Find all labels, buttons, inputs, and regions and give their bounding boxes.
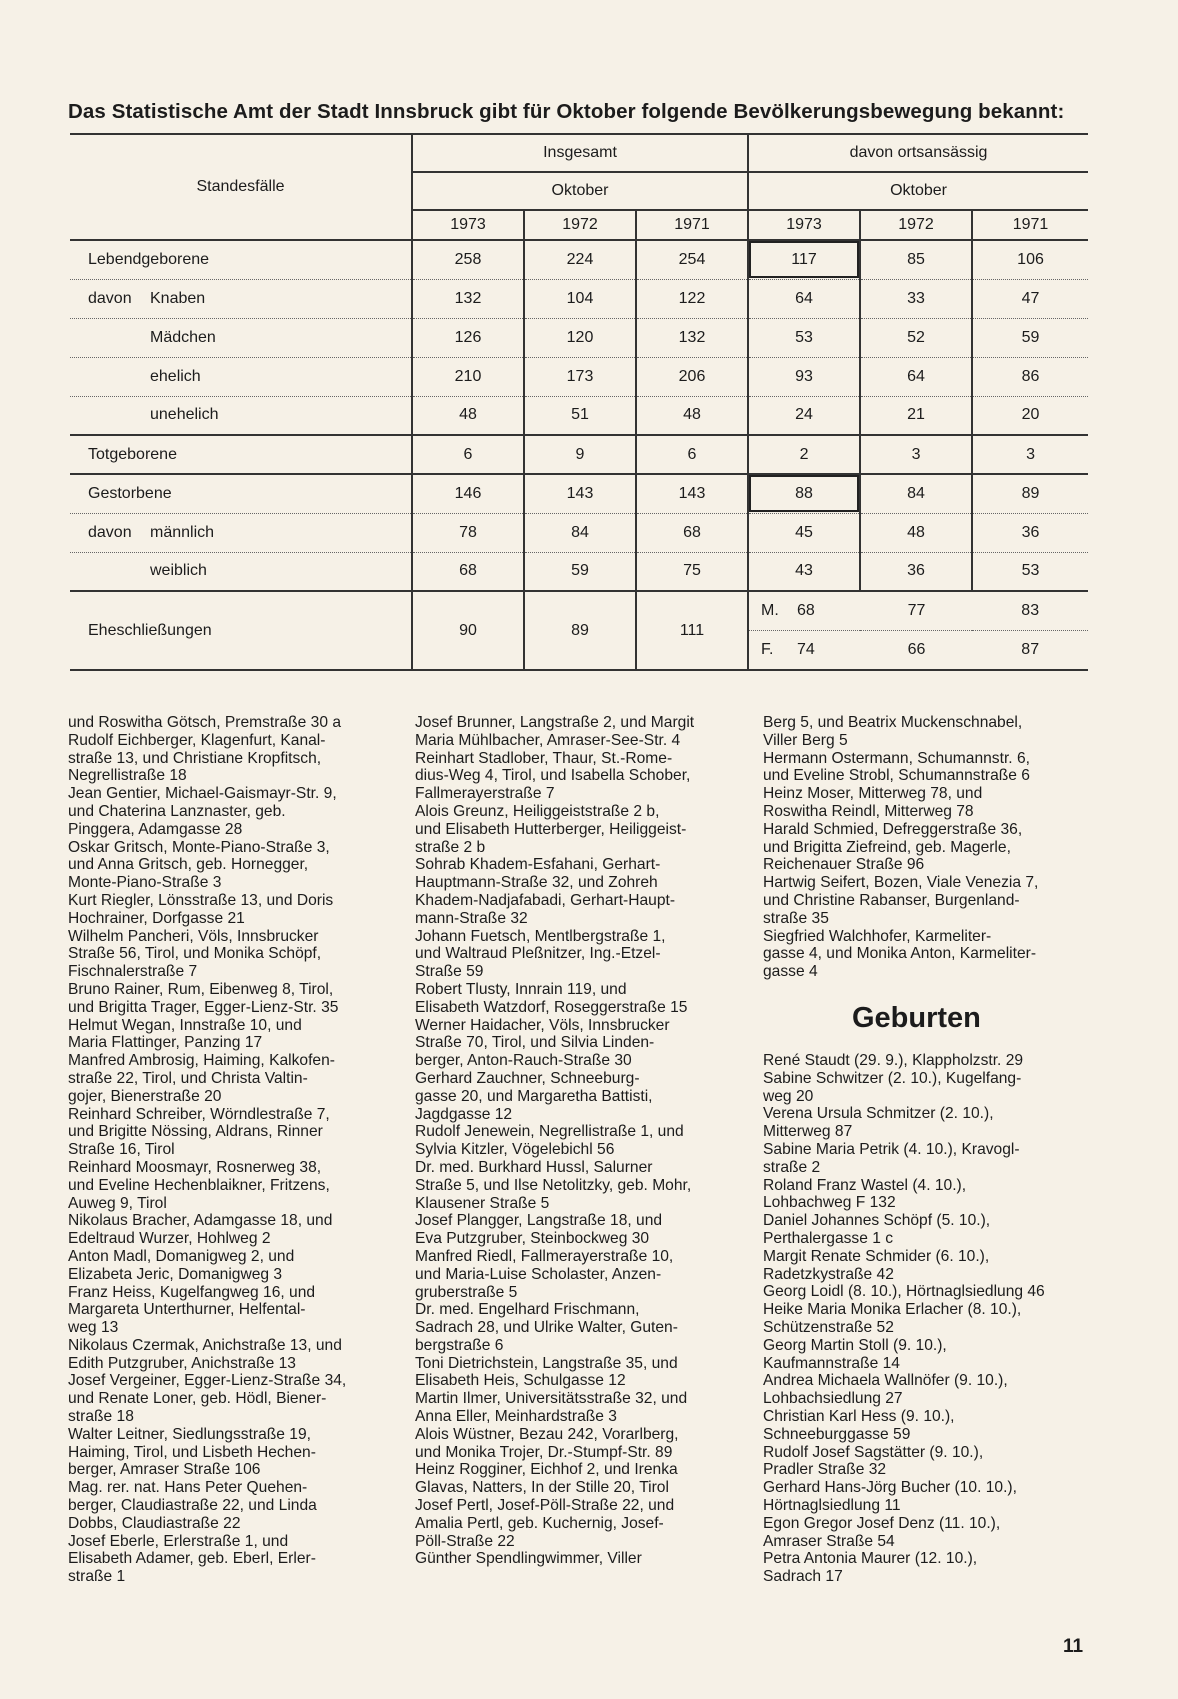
text-line: Georg Loidl (8. 10.), Hörtnaglsiedlung 46 <box>763 1283 1045 1301</box>
text-line: Josef Pertl, Josef-Pöll-Straße 22, und <box>415 1497 675 1515</box>
row-label: ehelich <box>70 357 412 396</box>
table-cell: 9 <box>524 435 636 474</box>
text-line: bergstraße 6 <box>415 1336 504 1354</box>
table-cell: 90 <box>412 591 524 670</box>
text-line: Klausener Straße 5 <box>415 1194 550 1212</box>
marriage-male-cell <box>749 592 861 630</box>
text-line: Walter Leitner, Siedlungsstraße 19, <box>68 1425 311 1443</box>
standesfaelle-header: Standesfälle <box>70 134 412 240</box>
table-cell: 53 <box>748 318 860 357</box>
year-header: 1973 <box>412 210 524 240</box>
text-line: Nikolaus Czermak, Anichstraße 13, und <box>68 1336 342 1354</box>
text-line: weg 20 <box>763 1087 814 1105</box>
table-cell: 173 <box>524 357 636 396</box>
text-line: berger, Claudiastraße 22, und Linda <box>68 1497 317 1515</box>
text-line: Elisabeth Heis, Schulgasse 12 <box>415 1372 626 1390</box>
table-cell: 132 <box>412 279 524 318</box>
table-row <box>70 357 1088 396</box>
text-line: Straße 59 <box>415 963 484 981</box>
table-cell: 59 <box>972 318 1088 357</box>
marriages-column-2 <box>415 714 694 1568</box>
table-row <box>70 240 1088 279</box>
table-cell-boxed: 88 <box>748 474 860 513</box>
text-line: und Eveline Strobl, Schumannstraße 6 <box>763 767 1030 785</box>
text-line: weg 13 <box>68 1319 119 1337</box>
text-line: Nikolaus Bracher, Adamgasse 18, und <box>68 1212 333 1230</box>
text-line: Straße 70, Tirol, und Silvia Linden- <box>415 1034 655 1052</box>
text-line: Egon Gregor Josef Denz (11. 10.), <box>763 1514 1001 1532</box>
text-line: Fallmerayerstraße 7 <box>415 785 555 803</box>
row-label <box>70 513 412 552</box>
row-label-prefix: davon <box>88 523 132 541</box>
text-line: Hermann Ostermann, Schumannstr. 6, <box>763 749 1030 767</box>
text-line: Straße 56, Tirol, und Monika Schöpf, <box>68 945 322 963</box>
text-line: Josef Plangger, Langstraße 18, und <box>415 1212 663 1230</box>
table-cell: 83 <box>1021 602 1040 619</box>
row-label: Mädchen <box>70 318 412 357</box>
text-line: Dobbs, Claudiastraße 22 <box>68 1514 241 1532</box>
text-line: Margareta Unterthurner, Helfental- <box>68 1301 306 1319</box>
table-cell: 53 <box>972 552 1088 591</box>
table-cell: 122 <box>636 279 748 318</box>
text-line: straße 35 <box>763 909 829 927</box>
table-cell: 89 <box>524 591 636 670</box>
text-line: Auweg 9, Tirol <box>68 1194 167 1212</box>
table-row <box>70 474 1088 513</box>
row-label-text: männlich <box>150 523 215 541</box>
table-cell: 143 <box>636 474 748 513</box>
text-line: Mitterweg 87 <box>763 1123 853 1141</box>
population-statistics-table <box>70 133 1088 671</box>
table-cell: 146 <box>412 474 524 513</box>
table-cell: 59 <box>524 552 636 591</box>
table-cell: 78 <box>412 513 524 552</box>
text-line: Anna Eller, Meinhardstraße 3 <box>415 1408 617 1426</box>
table-row <box>70 552 1088 591</box>
text-line: Franz Heiss, Kugelfangweg 16, und <box>68 1283 316 1301</box>
text-line: straße 13, und Christiane Kropfitsch, <box>68 749 322 767</box>
text-line: Reinhard Moosmayr, Rosnerweg 38, <box>68 1158 322 1176</box>
row-label: Gestorbene <box>70 474 412 513</box>
table-cell: 206 <box>636 357 748 396</box>
text-line: Hörtnaglsiedlung 11 <box>763 1496 901 1514</box>
text-line: Glavas, Natters, In der Stille 20, Tirol <box>415 1479 669 1497</box>
row-label-text: Knaben <box>150 289 206 307</box>
table-cell: 254 <box>636 240 748 279</box>
text-line: Josef Brunner, Langstraße 2, und Margit <box>415 714 695 731</box>
text-line: und Christine Rabanser, Burgenland- <box>763 891 1020 909</box>
text-line: und Renate Loner, geb. Hödl, Biener- <box>68 1390 327 1408</box>
table-cell: 36 <box>972 513 1088 552</box>
text-line: und Elisabeth Hutterberger, Heiliggeist- <box>415 820 687 838</box>
table-cell: 68 <box>412 552 524 591</box>
text-line: Andrea Michaela Wallnöfer (9. 10.), <box>763 1372 1008 1390</box>
text-line: Margit Renate Schmider (6. 10.), <box>763 1247 990 1265</box>
row-label-text: Lebendgeborene <box>88 250 210 268</box>
month-header-2: Oktober <box>748 172 1088 210</box>
insgesamt-header: Insgesamt <box>412 134 748 172</box>
text-line: Bruno Rainer, Rum, Eibenweg 8, Tirol, <box>68 980 334 998</box>
text-line: Gerhard Hans-Jörg Bucher (10. 10.), <box>763 1479 1017 1497</box>
text-line: Negrellistraße 18 <box>68 767 187 785</box>
table-row <box>70 396 1088 435</box>
text-line: Kurt Riegler, Lönsstraße 13, und Doris <box>68 891 334 909</box>
text-line: und Eveline Hechenblaikner, Fritzens, <box>68 1176 330 1194</box>
text-line: Verena Ursula Schmitzer (2. 10.), <box>763 1105 994 1123</box>
male-prefix: M. <box>761 602 779 619</box>
text-line: Straße 5, und Ilse Netolitzky, geb. Mohr, <box>415 1176 692 1194</box>
text-line: Straße 16, Tirol <box>68 1141 175 1159</box>
text-line: Wilhelm Pancheri, Völs, Innsbrucker <box>68 927 319 945</box>
text-line: und Brigitta Ziefreind, geb. Magerle, <box>763 838 1011 856</box>
table-cell: 51 <box>524 396 636 435</box>
text-line: und Brigitte Nössing, Aldrans, Rinner <box>68 1123 323 1141</box>
text-line: Eva Putzgruber, Steinbockweg 30 <box>415 1230 650 1248</box>
table-cell: 66 <box>907 641 926 658</box>
text-line: straße 2 <box>763 1158 821 1176</box>
text-line: Maria Mühlbacher, Amraser-See-Str. 4 <box>415 731 681 749</box>
text-line: Manfred Ambrosig, Haiming, Kalkofen- <box>68 1052 335 1070</box>
table-cell: 111 <box>636 591 748 670</box>
text-line: Amalia Pertl, geb. Kuchernig, Josef- <box>415 1514 664 1532</box>
text-line: Elizabeta Jeric, Domanigweg 3 <box>68 1265 283 1283</box>
table-cell: 45 <box>748 513 860 552</box>
text-line: dius-Weg 4, Tirol, und Isabella Schober, <box>415 767 691 785</box>
table-cell: 24 <box>748 396 860 435</box>
text-line: Günther Spendlingwimmer, Viller <box>415 1550 642 1568</box>
text-line: straße 22, Tirol, und Christa Valtin- <box>68 1069 308 1087</box>
text-line: Schneeburggasse 59 <box>763 1425 911 1443</box>
table-cell-boxed: 117 <box>748 240 860 279</box>
text-line: Heike Maria Monika Erlacher (8. 10.), <box>763 1301 1022 1319</box>
text-line: und Monika Trojer, Dr.-Stumpf-Str. 89 <box>415 1443 673 1461</box>
text-line: Schützenstraße 52 <box>763 1318 894 1336</box>
text-line: Anton Madl, Domanigweg 2, und <box>68 1247 295 1265</box>
text-line: Christian Karl Hess (9. 10.), <box>763 1407 955 1425</box>
text-line: Amraser Straße 54 <box>763 1532 895 1550</box>
text-line: gojer, Bienerstraße 20 <box>68 1087 222 1105</box>
text-line: Rudolf Josef Sagstätter (9. 10.), <box>763 1443 984 1461</box>
text-line: Jagdgasse 12 <box>415 1105 513 1123</box>
year-header: 1971 <box>636 210 748 240</box>
table-cell: 52 <box>860 318 972 357</box>
text-line: Perthalergasse 1 c <box>763 1229 894 1247</box>
text-line: Sadrach 17 <box>763 1568 843 1586</box>
table-cell: 33 <box>860 279 972 318</box>
table-cell: 85 <box>860 240 972 279</box>
text-line: Manfred Riedl, Fallmerayerstraße 10, <box>415 1247 674 1265</box>
text-line: Werner Haidacher, Völs, Innsbrucker <box>415 1016 670 1034</box>
table-cell: 68 <box>636 513 748 552</box>
text-line: gruberstraße 5 <box>415 1283 518 1301</box>
text-line: Alois Greunz, Heiliggeiststraße 2 b, <box>415 802 660 820</box>
table-cell: 36 <box>860 552 972 591</box>
text-line: Elisabeth Adamer, geb. Eberl, Erler- <box>68 1550 316 1568</box>
text-line: Rudolf Eichberger, Klagenfurt, Kanal- <box>68 731 326 749</box>
text-line: Lohbachweg F 132 <box>763 1194 896 1212</box>
text-line: und Roswitha Götsch, Premstraße 30 a <box>68 714 342 731</box>
text-line: Sabine Schwitzer (2. 10.), Kugelfang- <box>763 1069 1022 1087</box>
text-line: Heinz Moser, Mitterweg 78, und <box>763 785 983 803</box>
table-row <box>70 318 1088 357</box>
text-line: straße 1 <box>68 1568 126 1586</box>
text-line: Sohrab Khadem-Esfahani, Gerhart- <box>415 856 661 874</box>
text-line: Radetzkystraße 42 <box>763 1265 894 1283</box>
text-line: Hauptmann-Straße 32, und Zohreh <box>415 874 658 892</box>
text-line: Viller Berg 5 <box>763 731 848 749</box>
table-cell: 3 <box>860 435 972 474</box>
text-line: Roswitha Reindl, Mitterweg 78 <box>763 802 974 820</box>
text-line: Dr. med. Burkhard Hussl, Salurner <box>415 1158 653 1176</box>
table-row <box>70 513 1088 552</box>
text-line: Alois Wüstner, Bezau 242, Vorarlberg, <box>415 1425 679 1443</box>
row-label-prefix: davon <box>88 289 132 307</box>
table-cell: 84 <box>524 513 636 552</box>
text-line: straße 2 b <box>415 838 486 856</box>
table-cell: 87 <box>1021 641 1040 658</box>
table-row-marriages <box>70 591 1088 631</box>
table-cell: 86 <box>972 357 1088 396</box>
table-cell: 126 <box>412 318 524 357</box>
text-line: gasse 20, und Margaretha Battisti, <box>415 1087 653 1105</box>
text-line: und Anna Gritsch, geb. Hornegger, <box>68 856 309 874</box>
text-line: Martin Ilmer, Universitätsstraße 32, und <box>415 1390 688 1408</box>
text-line: Oskar Gritsch, Monte-Piano-Straße 3, <box>68 838 330 856</box>
text-line: Lohbachsiedlung 27 <box>763 1390 903 1408</box>
text-line: Haiming, Tirol, und Lisbeth Hechen- <box>68 1443 316 1461</box>
row-label <box>70 279 412 318</box>
table-cell: 64 <box>748 279 860 318</box>
text-line: Georg Martin Stoll (9. 10.), <box>763 1336 947 1354</box>
text-line: Fischnalerstraße 7 <box>68 963 198 981</box>
births-heading: Geburten <box>852 1002 981 1034</box>
table-cell: 3 <box>972 435 1088 474</box>
table-cell: 48 <box>412 396 524 435</box>
table-cell: 6 <box>636 435 748 474</box>
text-line: gasse 4 <box>763 963 818 981</box>
page-number: 11 <box>1063 1636 1084 1657</box>
table-cell: 47 <box>972 279 1088 318</box>
female-prefix: F. <box>761 641 774 658</box>
table-cell: 106 <box>972 240 1088 279</box>
page-headline: Das Statistische Amt der Stadt Innsbruck gibt für Oktober folgende Bevölkerungsbewegung bekannt: <box>68 100 1065 123</box>
text-line: Elisabeth Watzdorf, Roseggerstraße 15 <box>415 998 688 1016</box>
text-line: Khadem-Nadjafabadi, Gerhart-Haupt- <box>415 891 676 909</box>
row-label: Totgeborene <box>70 435 412 474</box>
year-header: 1973 <box>748 210 860 240</box>
text-line: Sabine Maria Petrik (4. 10.), Kravogl- <box>763 1140 1020 1158</box>
text-line: berger, Amraser Straße 106 <box>68 1461 261 1479</box>
table-cell: 43 <box>748 552 860 591</box>
table-cell: 48 <box>860 513 972 552</box>
text-line: Siegfried Walchhofer, Karmeliter- <box>763 927 992 945</box>
text-line: Berg 5, und Beatrix Muckenschnabel, <box>763 714 1023 731</box>
marriages-column-3 <box>763 714 1038 981</box>
text-line: René Staudt (29. 9.), Klappholzstr. 29 <box>763 1052 1024 1069</box>
text-line: Kaufmannstraße 14 <box>763 1354 900 1372</box>
text-line: Edeltraud Wurzer, Hohlweg 2 <box>68 1230 271 1248</box>
text-line: Monte-Piano-Straße 3 <box>68 874 222 892</box>
row-label: unehelich <box>70 396 412 435</box>
table-cell: 68 <box>797 602 815 619</box>
text-line: Maria Flattinger, Panzing 17 <box>68 1034 263 1052</box>
text-line: Harald Schmied, Defreggerstraße 36, <box>763 820 1023 838</box>
text-line: Pinggera, Adamgasse 28 <box>68 820 243 838</box>
text-line: Petra Antonia Maurer (12. 10.), <box>763 1550 978 1568</box>
marriage-female-row <box>748 631 1088 671</box>
text-line: Reinhard Schreiber, Wörndlestraße 7, <box>68 1105 330 1123</box>
year-header: 1972 <box>524 210 636 240</box>
text-line: Johann Fuetsch, Mentlbergstraße 1, <box>415 927 666 945</box>
table-cell: 93 <box>748 357 860 396</box>
table-cell: 210 <box>412 357 524 396</box>
text-line: Mag. rer. nat. Hans Peter Quehen- <box>68 1479 308 1497</box>
marriage-female-cell <box>749 631 861 669</box>
table-cell: 104 <box>524 279 636 318</box>
table-cell: 89 <box>972 474 1088 513</box>
marriage-male-row <box>748 591 1088 631</box>
text-line: Helmut Wegan, Innstraße 10, und <box>68 1016 302 1034</box>
table-row <box>70 279 1088 318</box>
text-line: und Waltraud Pleßnitzer, Ing.-Etzel- <box>415 945 661 963</box>
table-cell: 224 <box>524 240 636 279</box>
month-header-1: Oktober <box>412 172 748 210</box>
row-label <box>70 240 412 279</box>
text-line: und Maria-Luise Scholaster, Anzen- <box>415 1265 662 1283</box>
table-cell: 75 <box>636 552 748 591</box>
text-line: Edith Putzgruber, Anichstraße 13 <box>68 1354 296 1372</box>
text-line: Roland Franz Wastel (4. 10.), <box>763 1176 967 1194</box>
table-cell: 2 <box>748 435 860 474</box>
marriages-column-1 <box>68 714 346 1586</box>
text-line: gasse 4, und Monika Anton, Karmeliter- <box>763 945 1037 963</box>
table-cell: 120 <box>524 318 636 357</box>
text-line: Reinhart Stadlober, Thaur, St.-Rome- <box>415 749 673 767</box>
text-line: Robert Tlusty, Innrain 119, und <box>415 980 627 998</box>
text-line: und Chaterina Lanznaster, geb. <box>68 802 286 820</box>
text-line: Reichenauer Straße 96 <box>763 856 925 874</box>
table-cell: 20 <box>972 396 1088 435</box>
text-line: mann-Straße 32 <box>415 909 528 927</box>
text-line: Pöll-Straße 22 <box>415 1532 515 1550</box>
year-header: 1972 <box>860 210 972 240</box>
row-label: Eheschließungen <box>70 591 412 670</box>
text-line: Toni Dietrichstein, Langstraße 35, und <box>415 1354 678 1372</box>
table-cell: 64 <box>860 357 972 396</box>
text-line: Hochrainer, Dorfgasse 21 <box>68 909 245 927</box>
births-list <box>763 1052 1045 1586</box>
table-row <box>70 435 1088 474</box>
table-cell: 143 <box>524 474 636 513</box>
row-label: weiblich <box>70 552 412 591</box>
table-cell: 132 <box>636 318 748 357</box>
ortsansaessig-header: davon ortsansässig <box>748 134 1088 172</box>
text-line: straße 18 <box>68 1408 134 1426</box>
text-line: Josef Eberle, Erlerstraße 1, und <box>68 1532 289 1550</box>
text-line: Dr. med. Engelhard Frischmann, <box>415 1301 640 1319</box>
table-cell: 48 <box>636 396 748 435</box>
text-line: Jean Gentier, Michael-Gaismayr-Str. 9, <box>68 785 337 803</box>
table-cell: 77 <box>907 602 926 619</box>
text-line: Gerhard Zauchner, Schneeburg- <box>415 1069 640 1087</box>
text-line: Pradler Straße 32 <box>763 1461 887 1479</box>
table-cell: 84 <box>860 474 972 513</box>
text-line: Sylvia Kitzler, Vögelebichl 56 <box>415 1141 615 1159</box>
text-line: Rudolf Jenewein, Negrellistraße 1, und <box>415 1123 684 1141</box>
text-line: Heinz Rogginer, Eichhof 2, und Irenka <box>415 1461 678 1479</box>
table-cell: 74 <box>797 641 815 658</box>
table-cell: 6 <box>412 435 524 474</box>
text-line: berger, Anton-Rauch-Straße 30 <box>415 1052 632 1070</box>
table-cell: 258 <box>412 240 524 279</box>
text-line: Sadrach 28, und Ulrike Walter, Guten- <box>415 1319 678 1337</box>
text-line: Josef Vergeiner, Egger-Lienz-Straße 34, <box>68 1372 347 1390</box>
table-cell: 21 <box>860 396 972 435</box>
text-line: Daniel Johannes Schöpf (5. 10.), <box>763 1212 991 1230</box>
text-line: Hartwig Seifert, Bozen, Viale Venezia 7, <box>763 874 1039 892</box>
text-line: und Brigitta Trager, Egger-Lienz-Str. 35 <box>68 998 339 1016</box>
year-header: 1971 <box>972 210 1088 240</box>
